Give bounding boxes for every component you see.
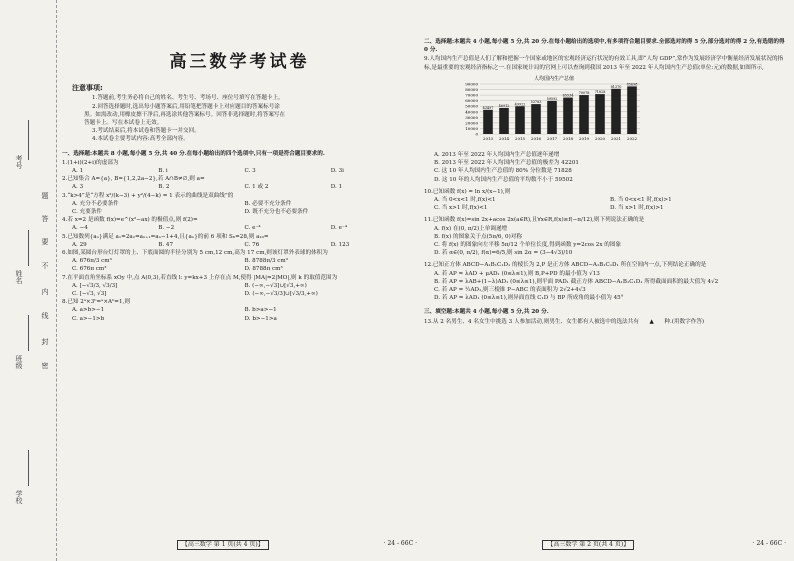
option: C. 当 x>1 时,f(x)<1 — [434, 205, 488, 212]
x-tick-label: 2022 — [626, 135, 638, 141]
option: A. f(x) 在(0, π/2)上单调递增 — [434, 225, 508, 232]
option: C. 若 AP = ½AD₁,则三棱锥 P−ABC 的表面积为 2√2+4√3 — [434, 287, 586, 294]
question-stem: 10.已知函数 f(x) = ln x/(x−1),则 — [424, 188, 511, 195]
data-label: 71828 — [594, 89, 606, 94]
footer-code: · 24 - 66C · — [383, 539, 417, 547]
fill-line — [28, 230, 29, 266]
section-heading: 三、填空题:本题共 4 小题,每小题 5 分,共 20 分. — [424, 309, 549, 316]
bar — [563, 97, 573, 133]
option: B. 当 0<x<1 时,f(x)>1 — [610, 197, 672, 204]
option: A. 充分不必要条件 — [72, 200, 119, 207]
option: D. 若 AP = λAD₁ (0≤λ≤1),则异面直线 C₁D 与 BP 所成角的最小值为 45° — [434, 295, 624, 302]
x-tick-label: 2021 — [610, 135, 622, 141]
seal-char: 密 — [41, 362, 49, 369]
option: A. −4 — [72, 225, 88, 232]
data-label: 59592 — [546, 96, 558, 101]
bar — [531, 104, 541, 134]
seal-char: 题 — [41, 192, 49, 199]
y-tick-label: 10000 — [465, 125, 478, 131]
question-stem: 8.已知 2ᵃ×3ᵇ=ᵃ×Aᵇ=1,则 — [62, 299, 130, 306]
option: D. b>−1>a — [244, 315, 277, 322]
option: D. 这 10 年的人均国内生产总值的平均数不小于 59502 — [434, 176, 573, 183]
option: B. 8788π/3 cm³ — [244, 258, 288, 265]
option-group — [72, 257, 417, 273]
data-label: 70078 — [578, 90, 590, 95]
question-stem: 9.人均国内生产总值是人们了解和把握一个国家或地区的宏观经济运行状况的有效工具,即“人均 GDP”,常作为发展经济学中衡量经济发展状况的指标,是最重要的宏观经济指标之一.在国家统计局的官网上可以查询到我国 2013 年至 2022 年人均国内生产总值(单位:元)的数据,如图所示, — [424, 56, 784, 71]
option: C. 76 — [244, 241, 260, 248]
option: D. 3i — [330, 168, 344, 175]
data-label: 85698 — [626, 82, 638, 87]
option: A. 29 — [72, 241, 87, 248]
data-label: 53783 — [530, 99, 542, 104]
notice-item: 2.回答选择题时,选出每小题答案后,用铅笔把答题卡上对应题目的答案标号涂 — [92, 103, 280, 110]
y-tick-label: 30000 — [465, 114, 478, 120]
option: D. 8788π cm³ — [244, 266, 283, 273]
notice-list — [62, 94, 417, 143]
option: C. a>−1>b — [72, 315, 105, 322]
option: A. 2013 年至 2022 年人均国内生产总值逐年递增 — [434, 152, 560, 159]
footer-page-label: 【高三数学 第 1 页(共 4 页)】 — [177, 540, 269, 550]
option: A. 3 — [72, 184, 84, 191]
option: B. −2 — [158, 225, 175, 232]
option: B. b>a>−1 — [244, 307, 277, 314]
page-2 — [424, 10, 786, 550]
question-stem: 7.在平面直角坐标系 xOy 中,点 A(0,3),若直线 l: y=kx+3 上存在点 M,使得 |MA|=2|MO|,则 k 的取值范围为 — [62, 274, 338, 281]
xingming-label: 姓名 — [15, 270, 23, 284]
bar — [611, 89, 621, 134]
option: B. i — [158, 168, 168, 175]
option: C. 1 或 2 — [244, 184, 269, 191]
x-tick-label: 2016 — [530, 135, 542, 141]
binding-margin — [0, 0, 57, 561]
data-label: 46912 — [498, 103, 510, 108]
question-stem: 1.(1+i)(2+i)的虚部为 — [62, 159, 119, 166]
x-tick-label: 2019 — [578, 135, 590, 141]
footer-page-label: 【高三数学 第 2 页(共 4 页)】 — [542, 540, 634, 550]
option: D. (−∞,−√3/3]∪[√3/3,+∞) — [244, 291, 318, 298]
question-stem: 12.已知正方体 ABCD−A₁B₁C₁D₁ 的棱长为 2,P 是正方体 ABCD−A₁B₁C₁D₁ 所在空间内一点,下列结论正确的是 — [424, 262, 707, 269]
notice-item: 答题卡上。写在本试卷上无效。 — [84, 120, 163, 127]
option: A. 676π/3 cm³ — [72, 258, 112, 265]
y-tick-label: 90000 — [465, 81, 478, 87]
option: D. 1 — [330, 184, 343, 191]
data-label: 81370 — [610, 84, 622, 89]
chart-bars — [483, 86, 637, 134]
option: B. 47 — [158, 241, 174, 248]
option: D. 若 α∈(0, π/2), f(α)=6/5,则 sin 2α = (3−4√3)/10 — [434, 250, 573, 257]
data-label: 43497 — [482, 105, 494, 110]
option: C. e⁻⁴ — [244, 225, 261, 232]
option: B. (−∞,−√3]∪[√3,+∞) — [244, 282, 307, 289]
x-tick-label: 2014 — [498, 135, 510, 141]
option-group — [72, 241, 417, 249]
y-tick-label: 70000 — [465, 92, 478, 98]
y-tick-label: 50000 — [465, 103, 478, 109]
question-stem: 3.“k>4”是“方程 x²/(k−3) + y²/(4−k) = 1 表示的曲线是双曲线”的 — [62, 192, 234, 199]
option-group — [72, 200, 417, 216]
option: D. e⁻⁴ — [330, 225, 348, 232]
seal-char: 线 — [41, 312, 49, 319]
section-heading: 二、选择题:本题共 4 小题,每小题 5 分,共 20 分.在每小题给出的选项中,有多项符合题目要求.全部选对的得 5 分,部分选对的得 2 分,有选错的得 0 分. — [424, 39, 785, 54]
seal-char: 要 — [41, 238, 49, 245]
question-stem: 11.已知函数 f(x)=sin 2x+acos 2x(a∈R),且∀x∈R,f(x)≥f(−π/12),则下列说法正确的是 — [424, 217, 645, 224]
option: B. f(x) 的图象关于点(5π/6, 0)对称 — [434, 233, 522, 240]
kaohao-label: 考号 — [15, 155, 23, 169]
y-tick-label: 40000 — [465, 109, 478, 115]
notice-title: 注意事项: — [72, 84, 103, 93]
question-stem: 2.已知集合 A={a}, B={1,2,2a−2},若 A∩B≠∅,则 a= — [62, 176, 205, 183]
seal-char: 不 — [41, 262, 49, 269]
option: A. 1 — [72, 168, 84, 175]
question-stem — [424, 318, 786, 326]
fill-line — [28, 450, 29, 486]
option-group — [72, 167, 417, 175]
notice-item: 3.考试结束后,将本试卷和答题卡一并交回。 — [92, 128, 200, 135]
notice-item: 4.本试卷主要考试内容:高考全部内容。 — [92, 136, 189, 143]
y-tick-label: 0 — [475, 131, 478, 137]
y-tick-label: 60000 — [465, 97, 478, 103]
option: C. [−√3, √3] — [72, 291, 107, 298]
bar — [515, 106, 525, 134]
option: B. 2013 年至 2022 年人均国内生产总值的极差为 42201 — [434, 160, 579, 167]
x-tick-label: 2018 — [562, 135, 574, 141]
option-group — [434, 225, 786, 258]
page-footer — [62, 540, 417, 550]
question-stem: 6.如图,某圆台形台灯灯罩的上、下底面圆的半径分别为 5 cm,12 cm,高为 17 cm,则该灯罩外表球的体积为 — [62, 250, 328, 257]
data-label: 65534 — [562, 93, 574, 98]
option: C. 676π cm³ — [72, 266, 107, 273]
seal-char: 内 — [41, 288, 49, 295]
option: A. 若 AP = λAD + μAD₁ (0≤λ≤1),则 B,P+PD 的最小值为 √13 — [434, 270, 600, 277]
notice-item: 黑。如需改动,用橡皮擦干净后,再选涂其他答案标号。回答非选择题时,将答案写在 — [84, 111, 286, 118]
q13-text: 13.从 2 名男生、4 名女生中挑选 3 人参加活动,则男生、女生都有人被选中的选法共有 — [424, 318, 639, 325]
option: B. 2 — [158, 184, 170, 191]
option: A. 当 0<x<1 时,f(x)<1 — [434, 197, 496, 204]
bar — [499, 108, 509, 134]
option: A. [−√3/3, √3/3] — [72, 282, 118, 289]
option-group — [72, 282, 417, 298]
notice-item: 1.答题前,考生务必将自己的姓名、考生号、考场号、座位号填写在答题卡上。 — [92, 95, 284, 102]
x-tick-label: 2013 — [482, 135, 494, 141]
chart-title: 人均国内生产总值 — [533, 75, 575, 82]
option-group — [434, 270, 786, 303]
exam-title: 高三数学考试卷 — [169, 52, 310, 72]
q13-tail: 种.(用数字作答) — [664, 318, 705, 325]
bar — [483, 110, 493, 134]
gdp-bar-chart — [454, 74, 644, 146]
bar — [547, 101, 557, 134]
seal-char: 答 — [41, 215, 49, 222]
question-stem: 4.若 x=2 是函数 f(x)=e^(x²−ax) 的极值点,则 f(2)= — [62, 217, 198, 224]
page-footer — [424, 540, 786, 550]
y-tick-label: 20000 — [465, 120, 478, 126]
option: D. 当 x>1 时,f(x)>1 — [610, 205, 664, 212]
bar — [627, 86, 637, 134]
option-group — [72, 183, 417, 191]
option-group — [72, 224, 417, 232]
option-group — [72, 306, 417, 322]
xuexiao-label: 学校 — [15, 490, 23, 504]
bar — [579, 95, 589, 134]
option: C. 将 f(x) 的图象向左平移 5π/12 个单位长度,得到函数 y=2cos 2x 的图象 — [434, 242, 622, 249]
seal-char: 封 — [41, 338, 49, 345]
option-group — [434, 196, 786, 212]
question-stem: 5.已知数列{aₙ}满足 a₁=2a₂=aₙ₊₁=aₙ−1+4,且{aₙ}的前 6 项和 S₆=28,则 a₁₀= — [62, 233, 269, 240]
x-tick-label: 2017 — [546, 135, 558, 141]
option: C. 这 10 年人均国内生产总值的 80% 分位数是 71828 — [434, 168, 572, 175]
y-tick-label: 80000 — [465, 86, 478, 92]
bar — [595, 94, 605, 134]
fill-line — [28, 315, 29, 351]
option: A. a>b>−1 — [72, 307, 105, 314]
x-tick-label: 2015 — [514, 135, 526, 141]
fill-line — [28, 120, 29, 160]
section-heading: 一、选择题:本题共 8 小题,每小题 5 分,共 40 分.在每小题给出的四个选项中,只有一项是符合题目要求的. — [62, 150, 325, 157]
option: D. 既不充分也不必要条件 — [244, 209, 309, 216]
option: B. 若 AP = λAB+(1−λ)AD₁ (0≤λ≤1),则平面 PAD₁ 截正方体 ABCD−A₁B₁C₁D₁ 所得截面面积的最大值为 4√2 — [434, 278, 719, 285]
x-tick-label: 2020 — [594, 135, 606, 141]
option: C. 充要条件 — [72, 209, 103, 216]
footer-code: · 24 - 66C · — [752, 539, 786, 547]
banji-label: 班级 — [15, 355, 23, 369]
page-1 — [62, 10, 417, 550]
data-label: 49922 — [514, 102, 526, 107]
option: C. 3 — [244, 168, 256, 175]
option: D. 123 — [330, 241, 350, 248]
answer-blank: ▲ — [649, 318, 654, 325]
question-list — [62, 159, 417, 323]
option: B. 必要不充分条件 — [244, 200, 292, 207]
